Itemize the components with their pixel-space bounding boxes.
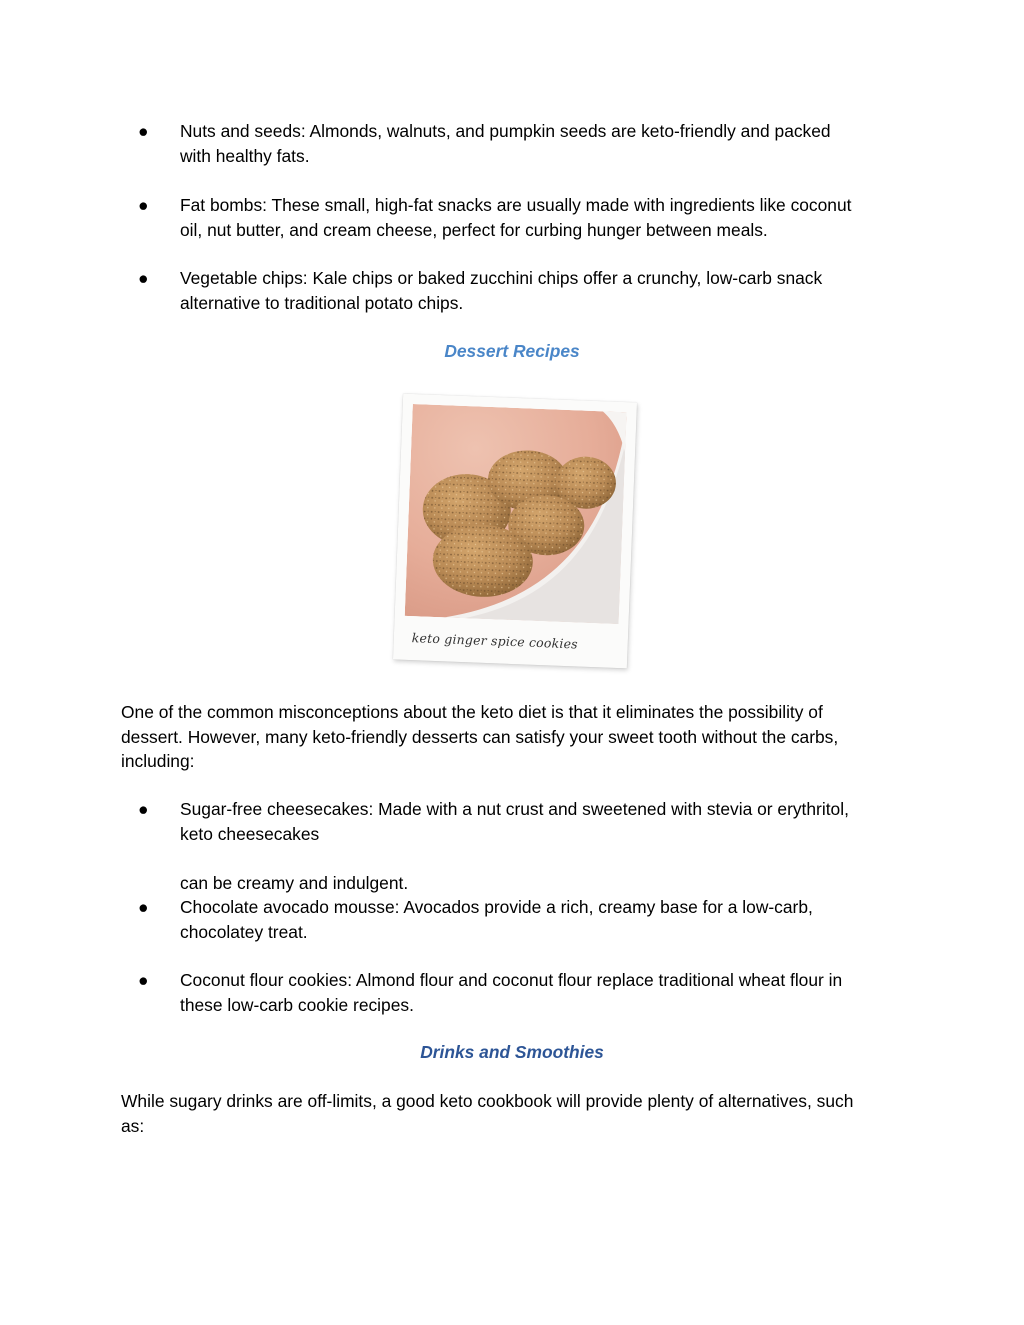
text-line: including: bbox=[121, 751, 195, 771]
cookies-illustration bbox=[405, 404, 627, 624]
text-line: keto cheesecakes bbox=[180, 823, 320, 844]
bullet-glyph: ● bbox=[138, 268, 149, 288]
text-line: Vegetable chips: Kale chips or baked zucchini chips offer a crunchy, low-carb snack bbox=[180, 268, 823, 288]
text-line: alternative to traditional potato chips. bbox=[180, 292, 464, 313]
list-item-text bbox=[180, 797, 910, 895]
bullet-glyph: ● bbox=[138, 799, 149, 819]
text-line: can be creamy and indulgent. bbox=[180, 872, 409, 893]
text-line: these low-carb cookie recipes. bbox=[180, 994, 414, 1015]
bullet-glyph: ● bbox=[138, 195, 149, 215]
text-line: dessert. However, many keto-friendly desserts can satisfy your sweet tooth without the carbs, bbox=[121, 726, 839, 747]
section-heading-drinks: Drinks and Smoothies bbox=[420, 1042, 604, 1062]
bullet-glyph: ● bbox=[138, 970, 149, 990]
photo-caption: keto ginger spice cookies bbox=[411, 630, 579, 652]
text-line: as: bbox=[121, 1115, 145, 1136]
list-item-text bbox=[180, 968, 910, 1017]
list-item-text bbox=[180, 193, 910, 242]
section-heading-dessert: Dessert Recipes bbox=[444, 341, 580, 361]
polaroid-frame bbox=[393, 394, 637, 669]
text-line: Coconut flour cookies: Almond flour and coconut flour replace traditional wheat flour in bbox=[180, 970, 843, 990]
cookies-image bbox=[405, 404, 627, 624]
drinks-intro-paragraph bbox=[121, 1089, 911, 1138]
bullet-glyph: ● bbox=[138, 121, 149, 141]
text-line: Fat bombs: These small, high-fat snacks are usually made with ingredients like coconut bbox=[180, 195, 852, 215]
text-line: One of the common misconceptions about the keto diet is that it eliminates the possibility of bbox=[121, 702, 823, 722]
list-item-text bbox=[180, 895, 910, 944]
text-line: chocolatey treat. bbox=[180, 921, 308, 942]
text-line: oil, nut butter, and cream cheese, perfect for curbing hunger between meals. bbox=[180, 219, 768, 240]
text-line: While sugary drinks are off-limits, a good keto cookbook will provide plenty of alternatives, such bbox=[121, 1091, 854, 1111]
text-line: Chocolate avocado mousse: Avocados provide a rich, creamy base for a low-carb, bbox=[180, 897, 813, 917]
text-line: Nuts and seeds: Almonds, walnuts, and pumpkin seeds are keto-friendly and packed bbox=[180, 121, 831, 141]
cookie-photo bbox=[392, 394, 640, 670]
list-item-text bbox=[180, 266, 910, 315]
blank-line bbox=[180, 846, 910, 871]
text-line: with healthy fats. bbox=[180, 145, 310, 166]
bullet-glyph: ● bbox=[138, 897, 149, 917]
list-item-text bbox=[180, 119, 910, 168]
dessert-intro-paragraph bbox=[121, 700, 911, 774]
text-line: Sugar-free cheesecakes: Made with a nut crust and sweetened with stevia or erythritol, bbox=[180, 799, 849, 819]
